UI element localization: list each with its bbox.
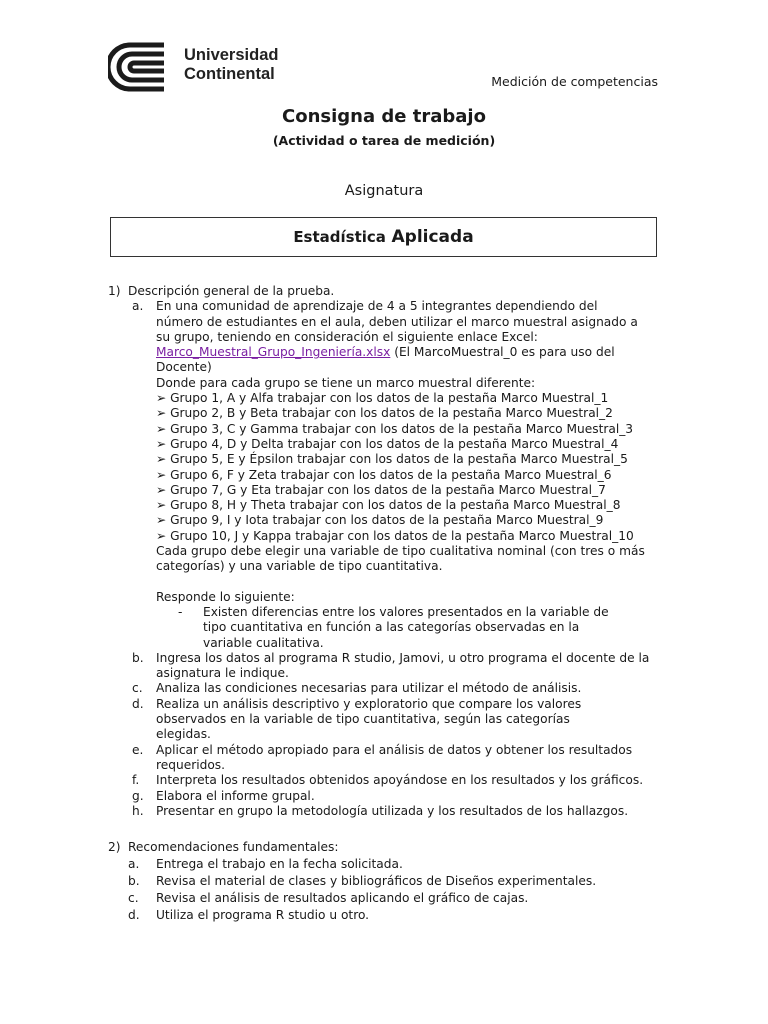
recommendation-letter: b. (128, 874, 140, 889)
section-label: Medición de competencias (491, 74, 658, 89)
item-d-line: elegidas. (156, 727, 211, 742)
institution-name-line2: Continental (184, 65, 275, 83)
recommendation-item (108, 890, 668, 907)
group-list-item: ➢ Grupo 4, D y Delta trabajar con los datos de la pestaña Marco Muestral_4 (156, 436, 619, 451)
item-f-text: Interpreta los resultados obtenidos apoyándose en los resultados y los gráficos. (156, 773, 644, 788)
continental-c-logo-icon (108, 42, 174, 92)
item-c-letter: c. (132, 681, 143, 696)
item-e-line: requeridos. (156, 757, 226, 772)
recommendation-item (108, 873, 668, 890)
recommendation-letter: c. (128, 891, 139, 906)
recommendation-text: Entrega el trabajo en la fecha solicitada. (156, 857, 403, 872)
link-suffix-text: (El MarcoMuestral_0 es para uso del (390, 345, 615, 360)
item-h (108, 804, 668, 819)
group-list-item: ➢ Grupo 9, I y Iota trabajar con los datos de la pestaña Marco Muestral_9 (156, 513, 604, 528)
item-a-text-line1: En una comunidad de aprendizaje de 4 a 5 integrantes dependiendo del (156, 299, 598, 314)
group-list-item: ➢ Grupo 6, F y Zeta trabajar con los datos de la pestaña Marco Muestral_6 (156, 467, 612, 482)
group-list-item: ➢ Grupo 3, C y Gamma trabajar con los datos de la pestaña Marco Muestral_3 (156, 421, 634, 436)
item-e (108, 743, 668, 758)
item-g-letter: g. (132, 788, 144, 803)
section2-heading (108, 839, 668, 856)
section1-number: 1) (108, 284, 121, 298)
excel-file-link[interactable]: Marco_Muestral_Grupo_Ingeniería.xlsx (156, 345, 391, 360)
course-label: Asignatura (344, 183, 424, 199)
question-dash: - (178, 604, 183, 619)
item-g-text: Elabora el informe grupal. (156, 788, 315, 803)
course-name-word2: Aplicada (391, 227, 474, 247)
recommendation-letter: d. (128, 908, 140, 923)
item-d (108, 697, 668, 712)
item-c (108, 681, 668, 696)
recommendation-text: Revisa el material de clases y bibliográficos de Diseños experimentales. (156, 874, 597, 889)
item-b-text: Ingresa los datos al programa R studio, Jamovi, u otro programa el docente de la (156, 650, 650, 665)
university-logo (108, 42, 288, 92)
item-a-line: su grupo, teniendo en consideración el siguiente enlace Excel: (156, 329, 538, 344)
group-list-item: ➢ Grupo 5, E y Épsilon trabajar con los datos de la pestaña Marco Muestral_5 (156, 452, 628, 467)
recommendation-item (108, 856, 668, 873)
item-a-line: Docente) (156, 360, 212, 375)
section2-heading-text: Recomendaciones fundamentales: (128, 840, 339, 855)
item-c-text: Analiza las condiciones necesarias para utilizar el método de análisis. (156, 681, 582, 696)
item-h-text: Presentar en grupo la metodología utilizada y los resultados de los hallazgos. (156, 803, 629, 818)
page-title: Consigna de trabajo (282, 106, 486, 127)
item-b-letter: b. (132, 650, 144, 665)
question-line: tipo cuantitativa en función a las categorías observadas en la (203, 620, 580, 635)
item-d-line: observados en la variable de tipo cuantitativa, según las categorías (156, 712, 570, 727)
item-h-letter: h. (132, 803, 144, 818)
item-f (108, 773, 668, 788)
item-e-text: Aplicar el método apropiado para el análisis de datos y obtener los resultados (156, 742, 633, 757)
item-a-link-line (108, 345, 668, 360)
choose-variables-text: Cada grupo debe elegir una variable de tipo cualitativa nominal (con tres o más (156, 544, 645, 559)
group-list-item: ➢ Grupo 7, G y Eta trabajar con los datos de la pestaña Marco Muestral_7 (156, 482, 606, 497)
groups-intro: Donde para cada grupo se tiene un marco muestral diferente: (156, 375, 536, 390)
item-e-letter: e. (132, 742, 144, 757)
section1-heading-text: Descripción general de la prueba. (128, 284, 335, 298)
item-a-letter: a. (132, 299, 144, 314)
question-line (108, 605, 668, 620)
item-a-line (108, 299, 668, 314)
course-name-box (110, 217, 657, 257)
item-d-letter: d. (132, 696, 144, 711)
recommendation-letter: a. (128, 857, 140, 872)
item-b (108, 651, 668, 666)
group-list-item: ➢ Grupo 1, A y Alfa trabajar con los datos de la pestaña Marco Muestral_1 (156, 391, 609, 406)
course-name-word1: Estadística (293, 228, 386, 246)
group-list-item: ➢ Grupo 8, H y Theta trabajar con los datos de la pestaña Marco Muestral_8 (156, 498, 621, 513)
item-g (108, 789, 668, 804)
document-body (108, 284, 668, 924)
item-f-letter: f. (132, 773, 140, 788)
recommendation-text: Utiliza el programa R studio u otro. (156, 908, 370, 923)
question-line: variable cualitativa. (203, 635, 324, 650)
institution-name (184, 46, 278, 84)
question-text: Existen diferencias entre los valores presentados en la variable de (203, 604, 609, 619)
page-subtitle: (Actividad o tarea de medición) (272, 133, 496, 148)
choose-variables-text: categorías) y una variable de tipo cuantitativa. (156, 559, 443, 574)
institution-name-line1: Universidad (184, 46, 279, 64)
item-b-line: asignatura le indique. (156, 666, 289, 681)
recommendation-text: Revisa el análisis de resultados aplicando el gráfico de cajas. (156, 891, 529, 906)
section2 (108, 839, 668, 924)
group-list-item: ➢ Grupo 10, J y Kappa trabajar con los datos de la pestaña Marco Muestral_10 (156, 528, 634, 543)
item-a-line: número de estudiantes en el aula, deben utilizar el marco muestral asignado a (156, 314, 638, 329)
section2-number: 2) (108, 840, 121, 855)
section1-heading (108, 284, 668, 299)
group-list-item: ➢ Grupo 2, B y Beta trabajar con los datos de la pestaña Marco Muestral_2 (156, 406, 613, 421)
item-d-text: Realiza un análisis descriptivo y exploratorio que compare los valores (156, 696, 582, 711)
recommendation-item (108, 907, 668, 924)
respond-heading: Responde lo siguiente: (156, 589, 295, 604)
